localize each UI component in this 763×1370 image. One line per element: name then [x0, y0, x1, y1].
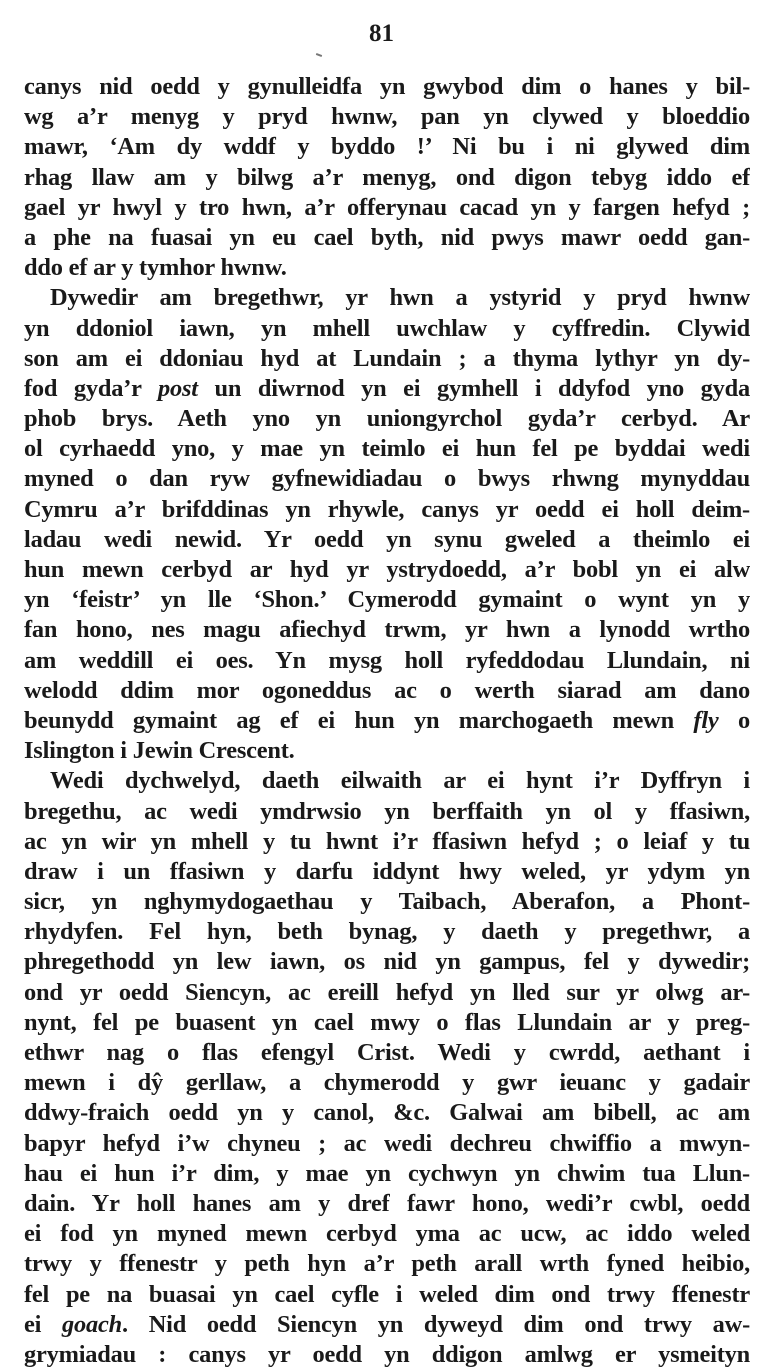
text-line: hau ei hun i’r dim, y mae yn cychwyn yn chwim tua Llun- — [24, 1159, 750, 1187]
text-line: ei fod yn myned mewn cerbyd yma ac ucw, ac iddo weled — [24, 1220, 750, 1248]
text-line: ddwy-fraich oedd yn y canol, &c. Galwai am bibell, ac am — [24, 1099, 750, 1127]
text-line: sicr, yn nghymydogaethau y Taibach, Aberafon, a Phont- — [24, 888, 750, 916]
text-line: wg a’r menyg y pryd hwnw, pan yn clywed y bloeddio — [24, 103, 750, 131]
italic-word: goach — [62, 1310, 122, 1338]
text-line: gael yr hwyl y tro hwn, a’r offerynau cacad yn y fargen hefyd ; — [24, 193, 750, 221]
text-line: phob brys. Aeth yno yn uniongyrchol gyda’r cerbyd. Ar — [24, 405, 750, 433]
paragraph-3 — [24, 766, 750, 1370]
text-line: grymiadau : canys yr oedd yn ddigon amlwg er ysmeityn — [24, 1340, 750, 1368]
text-line-with-italic — [24, 374, 750, 404]
text-line: canys nid oedd y gynulleidfa yn gwybod dim o hanes y bil- — [24, 73, 750, 100]
print-speck — [316, 53, 322, 57]
text-span: un diwrnod yn ei gymhell i ddyfod yno gyda — [197, 374, 750, 402]
text-line: mawr, ‘Am dy wddf y byddo !’ Ni bu i ni glywed dim — [24, 133, 750, 161]
text-span: ei — [24, 1310, 63, 1338]
text-line: Wedi dychwelyd, daeth eilwaith ar ei hynt i’r Dyffryn i — [50, 767, 750, 795]
text-line: fel pe na buasai yn cael cyfle i weled dim ond trwy ffenestr — [24, 1280, 750, 1308]
text-line: bregethu, ac wedi ymdrwsio yn berffaith yn ol y ffasiwn, — [24, 797, 750, 825]
text-line: bapyr hefyd i’w chyneu ; ac wedi dechreu chwiffio a mwyn- — [24, 1129, 750, 1157]
text-line: Cymru a’r brifddinas yn rhywle, canys yr oedd ei holl deim- — [24, 495, 750, 523]
paragraph-1 — [24, 72, 750, 283]
text-line: ethwr nag o flas efengyl Crist. Wedi y cwrdd, aethant i — [24, 1039, 750, 1066]
text-line: am weddill ei oes. Yn mysg holl ryfeddodau Llundain, ni — [24, 646, 750, 674]
body-text — [24, 72, 750, 1370]
text-line: rhydyfen. Fel hyn, beth bynag, y daeth y pregethwr, a — [24, 918, 750, 946]
text-line: yn ‘feistr’ yn lle ‘Shon.’ Cymerodd gymaint o wynt yn y — [24, 586, 750, 614]
text-line: ac yn wir yn mhell y tu hwnt i’r ffasiwn hefyd ; o leiaf y tu — [24, 827, 750, 855]
text-line-with-italic — [24, 706, 750, 736]
text-span: beunydd gymaint ag ef ei hun yn marchogaeth mewn — [24, 706, 694, 734]
text-line-with-italic — [24, 1310, 750, 1340]
text-line: draw i un ffasiwn y darfu iddynt hwy weled, yr ydym yn — [24, 857, 750, 885]
text-span: . Nid oedd Siencyn yn dyweyd dim ond trwy aw- — [122, 1310, 750, 1338]
page-number: 81 — [369, 20, 394, 47]
text-line: yn ddoniol iawn, yn mhell uwchlaw y cyffredin. Clywid — [24, 314, 750, 342]
text-line: myned o dan ryw gyfnewidiadau o bwys rhwng mynyddau — [24, 465, 750, 493]
text-line: welodd ddim mor ogoneddus ac o werth siarad am dano — [24, 676, 750, 704]
text-line: Dywedir am bregethwr, yr hwn a ystyrid y pryd hwnw — [50, 284, 750, 312]
paragraph-2 — [24, 283, 750, 766]
text-line: hun mewn cerbyd ar hyd yr ystrydoedd, a’r bobl yn ei alw — [24, 556, 750, 583]
text-line: phregethodd yn lew iawn, os nid yn gampus, fel y dywedir; — [24, 948, 750, 976]
italic-word: fly — [693, 706, 719, 734]
text-line: a phe na fuasai yn eu cael byth, nid pwys mawr oedd gan- — [24, 223, 750, 251]
text-line: ddo ef ar y tymhor hwnw. — [24, 254, 287, 282]
text-line: ladau wedi newid. Yr oedd yn synu gweled a theimlo ei — [24, 525, 750, 553]
text-line: fan hono, nes magu afiechyd trwm, yr hwn a lynodd wrtho — [24, 616, 750, 644]
text-line: ond yr oedd Siencyn, ac ereill hefyd yn lled sur yr olwg ar- — [24, 978, 750, 1006]
text-line: dain. Yr holl hanes am y dref fawr hono, wedi’r cwbl, oedd — [24, 1189, 750, 1217]
text-line: Islington i Jewin Crescent. — [24, 737, 295, 765]
text-span: o — [718, 706, 750, 734]
text-span: fod gyda’r — [24, 374, 158, 402]
text-line: mewn i dŷ gerllaw, a chymerodd y gwr ieuanc y gadair — [24, 1069, 750, 1097]
text-line: son am ei ddoniau hyd at Lundain ; a thyma lythyr yn dy- — [24, 344, 750, 372]
text-line: trwy y ffenestr y peth hyn a’r peth arall wrth fyned heibio, — [24, 1250, 750, 1278]
text-line: rhag llaw am y bilwg a’r menyg, ond digon tebyg iddo ef — [24, 163, 750, 191]
text-line: ol cyrhaedd yno, y mae yn teimlo ei hun fel pe byddai wedi — [24, 435, 750, 463]
text-line: nynt, fel pe buasent yn cael mwy o flas Llundain ar y preg- — [24, 1008, 750, 1036]
italic-word: post — [158, 374, 198, 402]
